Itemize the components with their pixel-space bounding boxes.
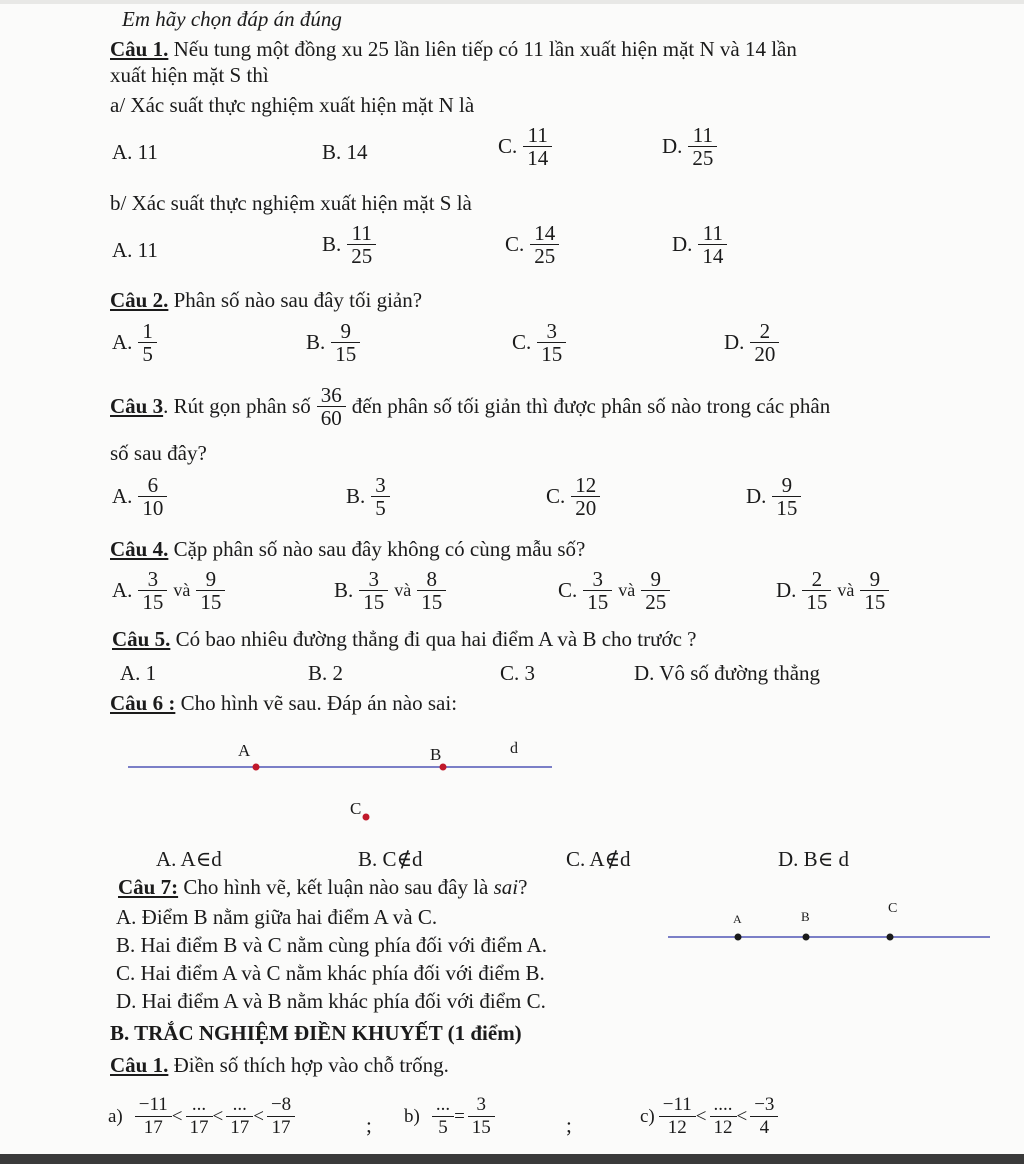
q1-text2: xuất hiện mặt S thì (110, 63, 269, 87)
q6-label-d: d (510, 740, 518, 757)
q7-label-c: C (888, 901, 898, 916)
q1a-option-b[interactable]: B. 14 (322, 140, 368, 164)
partb-b-blank[interactable]: ... 5 (434, 1094, 452, 1139)
q2-text: Phân số nào sau đây tối giản? (173, 288, 423, 312)
q4-label: Câu 4. (110, 537, 169, 561)
q7-label-b: B (801, 909, 810, 924)
q2-option-b[interactable]: B. 9 15 (306, 320, 358, 365)
partb-item-c[interactable]: c) −11 12 < .... 12 < −3 4 (640, 1094, 776, 1139)
q5-label: Câu 5. (112, 627, 171, 651)
q7-option-c[interactable]: C. Hai điểm A và C nằm khác phía đối với điểm B. (116, 961, 545, 985)
partb-semicolon-1: ; (366, 1113, 372, 1137)
q7-point-a (735, 934, 742, 941)
q4-option-d[interactable]: D. 2 15 và 9 15 (776, 568, 887, 613)
q6-label-c: C (350, 799, 362, 818)
q6-label-a: A (238, 741, 251, 760)
q3-text2: số sau đây? (110, 441, 207, 465)
partb-a-blank-1[interactable]: ... 17 (188, 1094, 211, 1139)
q3-text-a: . Rút gọn phân số (163, 394, 311, 418)
q1b-option-b[interactable]: B. 11 25 (322, 222, 374, 267)
q2-option-c[interactable]: C. 3 15 (512, 320, 564, 365)
q1b-option-d[interactable]: D. 11 14 (672, 222, 725, 267)
partb-q1-line (110, 1052, 449, 1078)
q3-option-a[interactable]: A. 6 10 (112, 474, 165, 519)
q5-text: Có bao nhiêu đường thẳng đi qua hai điểm A và B cho trước ? (175, 627, 697, 651)
bottom-edge-bar (0, 1154, 1024, 1164)
q1a-prompt: a/ Xác suất thực nghiệm xuất hiện mặt N là (110, 93, 475, 117)
q1b-option-c[interactable]: C. 14 25 (505, 222, 557, 267)
q6-text: Cho hình vẽ sau. Đáp án nào sai: (180, 691, 458, 715)
q5-option-d[interactable]: D. Vô số đường thẳng (634, 661, 821, 685)
q1b-prompt: b/ Xác suất thực nghiệm xuất hiện mặt S là (110, 191, 472, 215)
q1a-option-c[interactable]: C. 11 14 (498, 124, 550, 169)
partb-item-b[interactable]: b) ... 5 = 3 15 (404, 1094, 493, 1139)
q1a-option-a[interactable]: A. 11 (112, 140, 158, 164)
partb-q1-label: Câu 1. (110, 1053, 169, 1077)
partb-q1-text: Điền số thích hợp vào chỗ trống. (173, 1053, 449, 1077)
q1b-option-a[interactable]: A. 11 (112, 238, 158, 262)
q1b-option-d-fraction: 11 14 (700, 222, 725, 267)
q7-label-a: A (733, 912, 742, 926)
q4-text: Cặp phân số nào sau đây không có cùng mẫu số? (173, 537, 586, 561)
q6-option-c[interactable]: C. A∉d (566, 847, 631, 871)
q5-option-a[interactable]: A. 1 (120, 661, 157, 685)
q1a-option-d[interactable]: D. 11 25 (662, 124, 715, 169)
q4-option-a[interactable]: A. 3 15 và 9 15 (112, 568, 223, 613)
q3-option-b[interactable]: B. 3 5 (346, 474, 388, 519)
q4-option-b[interactable]: B. 3 15 và 8 15 (334, 568, 444, 613)
q1-label: Câu 1. (110, 37, 169, 61)
q5-option-c[interactable]: C. 3 (500, 661, 536, 685)
q1b-option-b-fraction: 11 25 (349, 222, 374, 267)
q3-option-c[interactable]: C. 12 20 (546, 474, 598, 519)
q1a-option-d-fraction: 11 25 (690, 124, 715, 169)
q3-label: Câu 3 (110, 394, 164, 418)
partb-heading: B. TRẮC NGHIỆM ĐIỀN KHUYẾT (1 điểm) (110, 1021, 522, 1045)
partb-item-a[interactable]: a) −11 17 < ... 17 < ... 17 < −8 17 (108, 1094, 293, 1139)
q3-text-b: đến phân số tối giản thì được phân số nào trong các phân (351, 394, 831, 418)
q4-option-c[interactable]: C. 3 15 và 9 25 (558, 568, 668, 613)
q2-option-d[interactable]: D. 2 20 (724, 320, 777, 365)
q1a-option-c-fraction: 11 14 (525, 124, 550, 169)
q6-option-a[interactable]: A. A∈d (156, 847, 222, 871)
q3-option-d[interactable]: D. 9 15 (746, 474, 799, 519)
q7-option-d[interactable]: D. Hai điểm A và B nằm khác phía đối với điểm C. (116, 989, 546, 1013)
q6-label-b: B (430, 745, 442, 764)
intro-instruction: Em hãy chọn đáp án đúng (122, 7, 342, 31)
q7-point-c (887, 934, 894, 941)
partb-a-blank-2[interactable]: ... 17 (228, 1094, 251, 1139)
q3-fraction: 36 60 (319, 384, 344, 429)
q1-text1: Nếu tung một đồng xu 25 lần liên tiếp có 11 lần xuất hiện mặt N và 14 lần (173, 37, 797, 61)
q7-option-a[interactable]: A. Điểm B nằm giữa hai điểm A và C. (116, 905, 438, 929)
partb-c-blank[interactable]: .... 12 (712, 1094, 735, 1139)
q7-option-b[interactable]: B. Hai điểm B và C nằm cùng phía đối với điểm A. (116, 933, 548, 957)
q6-label: Câu 6 : (110, 691, 176, 715)
q2-label: Câu 2. (110, 288, 169, 312)
partb-semicolon-2: ; (566, 1113, 572, 1137)
q6-option-d[interactable]: D. B∈ d (778, 847, 849, 871)
q2-option-a[interactable]: A. 1 5 (112, 320, 155, 365)
q7-label: Câu 7: (118, 875, 179, 899)
q7-text: Cho hình vẽ, kết luận nào sau đây là (183, 875, 489, 899)
q6-option-b[interactable]: B. C∉d (358, 847, 423, 871)
q7-text-em: sai (493, 875, 519, 899)
q7-line: Câu 7: Cho hình vẽ, kết luận nào sau đây là sai? (118, 875, 528, 899)
q1b-option-c-fraction: 14 25 (532, 222, 557, 267)
q5-option-b[interactable]: B. 2 (308, 661, 344, 685)
q7-point-b (803, 934, 810, 941)
